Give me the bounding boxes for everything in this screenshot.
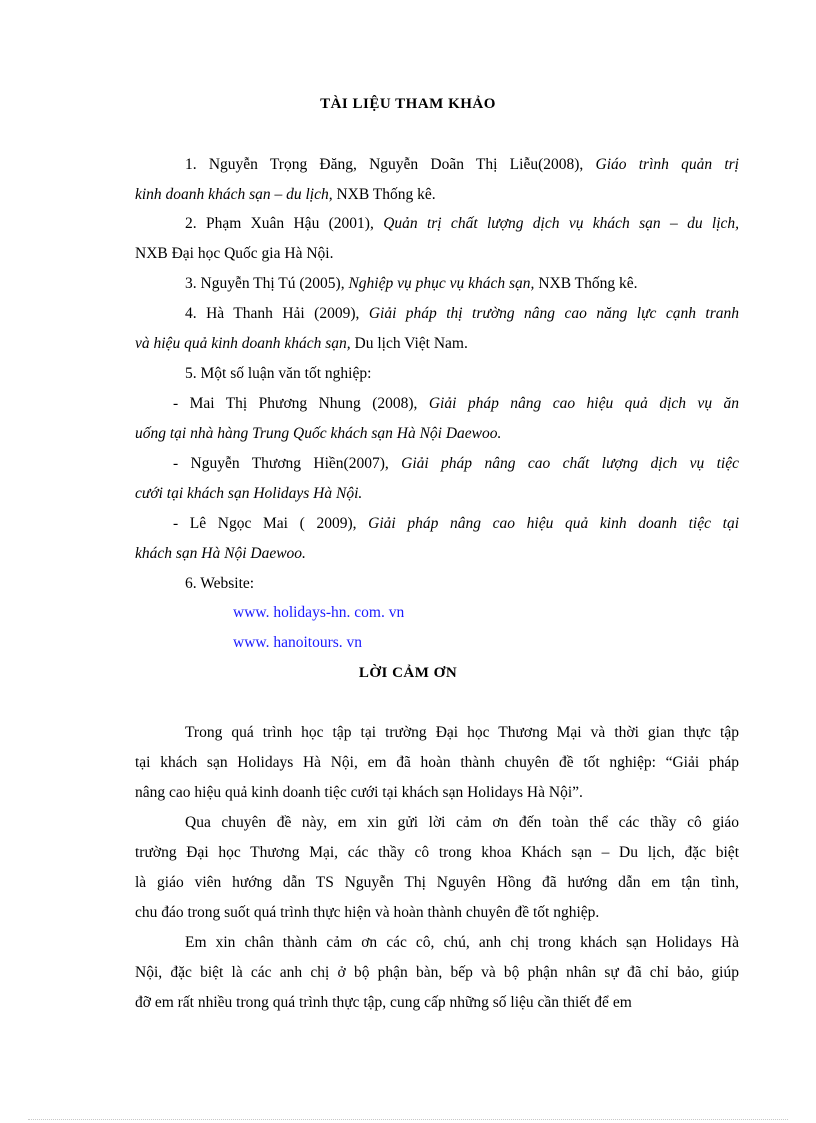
- acknowledgement-line-6: là giáo viên hướng dẫn TS Nguyễn Thị Nguyên Hồng đã hướng dẫn em tận tình,: [135, 874, 739, 891]
- reference-4-line-2: và hiệu quả kinh doanh khách sạn, Du lịch Việt Nam.: [135, 335, 468, 352]
- reference-5: 5. Một số luận văn tốt nghiệp:: [185, 365, 372, 382]
- thesis-1-line-1: - Mai Thị Phương Nhung (2008), Giải pháp nâng cao hiệu quả dịch vụ ăn: [173, 395, 739, 412]
- acknowledgement-line-2: tại khách sạn Holidays Hà Nội, em đã hoàn thành chuyên đề tốt nghiệp: “Giải pháp: [135, 754, 739, 771]
- acknowledgement-line-10: đỡ em rất nhiều trong quá trình thực tập, cung cấp những số liệu cần thiết để em: [135, 994, 632, 1011]
- reference-1-line-1: 1. Nguyễn Trọng Đăng, Nguyễn Doãn Thị Liễu(2008), Giáo trình quản trị: [185, 156, 739, 173]
- acknowledgement-line-9: Nội, đặc biệt là các anh chị ở bộ phận bàn, bếp và bộ phận nhân sự đã chỉ bảo, giúp: [135, 964, 739, 981]
- acknowledgement-line-8: Em xin chân thành cảm ơn các cô, chú, anh chị trong khách sạn Holidays Hà: [185, 934, 739, 951]
- website-link-2[interactable]: www. hanoitours. vn: [233, 634, 363, 651]
- thesis-1-line-2: uống tại nhà hàng Trung Quốc khách sạn Hà Nội Daewoo.: [135, 425, 502, 442]
- thesis-2-line-2: cưới tại khách sạn Holidays Hà Nội.: [135, 485, 363, 502]
- thesis-2-line-1: - Nguyễn Thương Hiền(2007), Giải pháp nâng cao chất lượng dịch vụ tiệc: [173, 455, 739, 472]
- reference-4-line-1: 4. Hà Thanh Hải (2009), Giải pháp thị trường nâng cao năng lực cạnh tranh: [185, 305, 740, 322]
- acknowledgement-line-4: Qua chuyên đề này, em xin gửi lời cảm ơn đến toàn thể các thầy cô giáo: [185, 814, 739, 831]
- acknowledgement-heading: LỜI CẢM ƠN: [358, 665, 458, 681]
- acknowledgement-line-3: nâng cao hiệu quả kinh doanh tiệc cưới tại khách sạn Holidays Hà Nội”.: [135, 784, 583, 801]
- website-link-1[interactable]: www. holidays-hn. com. vn: [233, 604, 405, 621]
- reference-3: 3. Nguyễn Thị Tú (2005), Nghiệp vụ phục vụ khách sạn, NXB Thống kê.: [185, 275, 638, 292]
- thesis-3-line-1: - Lê Ngọc Mai ( 2009), Giải pháp nâng cao hiệu quả kinh doanh tiệc tại: [173, 515, 740, 532]
- reference-1-line-2: kinh doanh khách sạn – du lịch, NXB Thống kê.: [135, 186, 436, 203]
- acknowledgement-line-5: trường Đại học Thương Mại, các thầy cô trong khoa Khách sạn – Du lịch, đặc biệt: [135, 844, 739, 861]
- acknowledgement-line-1: Trong quá trình học tập tại trường Đại học Thương Mại và thời gian thực tập: [185, 724, 739, 741]
- references-heading: TÀI LIỆU THAM KHẢO: [320, 96, 496, 112]
- thesis-3-line-2: khách sạn Hà Nội Daewoo.: [135, 545, 306, 562]
- website-label: 6. Website:: [185, 575, 255, 592]
- reference-2-line-2: NXB Đại học Quốc gia Hà Nội.: [135, 245, 334, 262]
- page-bottom-divider: [28, 1119, 788, 1120]
- acknowledgement-line-7: chu đáo trong suốt quá trình thực hiện và hoàn thành chuyên đề tốt nghiệp.: [135, 904, 600, 921]
- reference-2-line-1: 2. Phạm Xuân Hậu (2001), Quản trị chất lượng dịch vụ khách sạn – du lịch,: [185, 215, 740, 232]
